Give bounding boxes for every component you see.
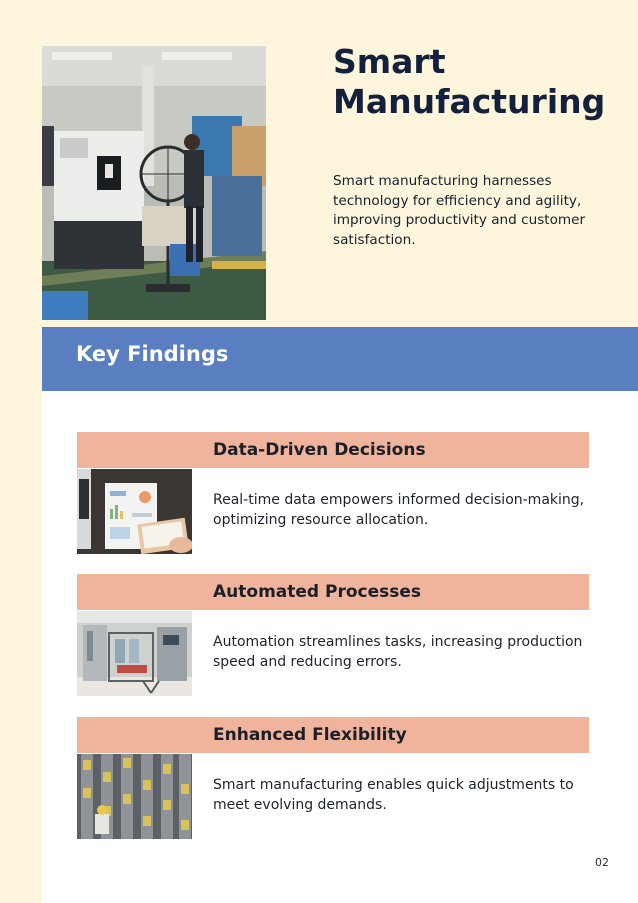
key-findings-band xyxy=(42,327,638,391)
dashboard-photo xyxy=(77,469,192,554)
finding-text: Smart manufacturing enables quick adjustments to meet evolving demands. xyxy=(213,777,574,813)
title-line-1: Smart xyxy=(333,42,446,81)
finding-title: Automated Processes xyxy=(213,582,422,602)
conveyor-photo xyxy=(77,754,192,839)
automation-lab-photo xyxy=(77,611,192,696)
finding-header-automated xyxy=(77,574,589,610)
page-title xyxy=(333,42,623,122)
finding-text: Automation streamlines tasks, increasing production speed and reducing errors. xyxy=(213,634,583,670)
factory-photo xyxy=(42,46,266,320)
finding-title: Data-Driven Decisions xyxy=(213,440,426,460)
title-line-2: Manufacturing xyxy=(333,82,606,121)
key-findings-heading: Key Findings xyxy=(76,342,229,366)
page-number: 02 xyxy=(595,856,609,869)
finding-title: Enhanced Flexibility xyxy=(213,725,407,745)
finding-header-data-driven xyxy=(77,432,589,468)
finding-text: Real-time data empowers informed decision-making, optimizing resource allocation. xyxy=(213,492,585,528)
intro-paragraph: Smart manufacturing harnesses technology for efficiency and agility, improving productivity and customer satisfaction. xyxy=(333,173,586,248)
finding-header-flexibility xyxy=(77,717,589,753)
